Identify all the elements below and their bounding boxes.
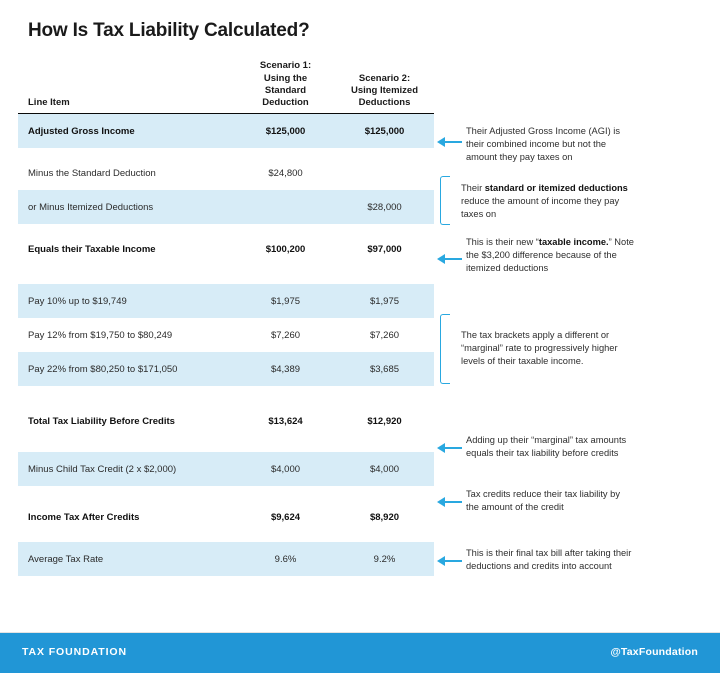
row-spacer xyxy=(18,386,434,404)
arrow-icon-total-before-credits xyxy=(437,442,463,453)
annotation-total-before-credits: Adding up their “marginal” tax amounts equals their tax liability before credits xyxy=(466,435,627,459)
table-row xyxy=(18,232,434,266)
row-scenario2-value: $1,975 xyxy=(369,295,400,307)
table-row xyxy=(18,284,434,318)
table-row xyxy=(18,500,434,534)
row-label: Pay 10% up to $19,749 xyxy=(28,295,127,307)
row-label: Pay 22% from $80,250 to $171,050 xyxy=(28,363,178,375)
row-label: Pay 12% from $19,750 to $80,249 xyxy=(28,329,173,341)
row-label: Minus Child Tax Credit (2 x $2,000) xyxy=(28,463,177,475)
table-row xyxy=(18,318,434,352)
row-spacer xyxy=(18,438,434,452)
row-spacer xyxy=(18,224,434,232)
row-spacer xyxy=(18,486,434,500)
table-row xyxy=(18,352,434,386)
row-scenario2-value: $7,260 xyxy=(369,329,400,341)
annotation-deductions: Their standard or itemized deductions reduce the amount of income they pay taxes on xyxy=(461,183,628,220)
annotation-credits: Tax credits reduce their tax liability by the amount of the credit xyxy=(466,489,620,513)
row-scenario2-value: $8,920 xyxy=(369,511,400,523)
row-scenario2-value: $3,685 xyxy=(369,363,400,375)
row-scenario1-value: $7,260 xyxy=(270,329,301,341)
row-scenario1-value: $4,389 xyxy=(270,363,301,375)
brace-icon-brackets xyxy=(440,314,450,384)
tax-table xyxy=(18,62,434,576)
table-row xyxy=(18,156,434,190)
table-row xyxy=(18,190,434,224)
table-row xyxy=(18,452,434,486)
footer-handle[interactable]: @TaxFoundation xyxy=(610,646,698,658)
annotation-agi: Their Adjusted Gross Income (AGI) is their combined income but not the amount they pay taxes on xyxy=(466,126,620,163)
table-row xyxy=(18,114,434,148)
table-row xyxy=(18,542,434,576)
annotation-final: This is their final tax bill after taking their deductions and credits into account xyxy=(466,548,632,572)
row-scenario2-value: $12,920 xyxy=(367,415,402,427)
row-label: Minus the Standard Deduction xyxy=(28,167,156,179)
row-scenario1-value: $125,000 xyxy=(265,125,306,137)
row-scenario2-value: $125,000 xyxy=(364,125,405,137)
row-label: Income Tax After Credits xyxy=(28,511,140,523)
header-scenario-2: Scenario 2: Using Itemized Deductions xyxy=(350,72,419,108)
row-spacer xyxy=(18,534,434,542)
row-scenario1-value: $4,000 xyxy=(270,463,301,475)
header-line-item: Line Item xyxy=(28,96,70,108)
page-title: How Is Tax Liability Calculated? xyxy=(28,20,310,41)
brace-icon-deductions xyxy=(440,176,450,225)
row-label: Adjusted Gross Income xyxy=(28,125,135,137)
row-label: or Minus Itemized Deductions xyxy=(28,201,154,213)
row-scenario1-value: $100,200 xyxy=(265,243,306,255)
row-scenario2-value: 9.2% xyxy=(373,553,396,565)
annotation-taxable-income: This is their new “taxable income.” Note the $3,200 difference because of the itemized deductions xyxy=(466,237,634,274)
row-label: Equals their Taxable Income xyxy=(28,243,156,255)
row-label: Total Tax Liability Before Credits xyxy=(28,415,175,427)
arrow-icon-taxable-income xyxy=(437,253,463,264)
row-scenario1-value: $24,800 xyxy=(268,167,303,179)
table-row xyxy=(18,404,434,438)
row-scenario2-value: $4,000 xyxy=(369,463,400,475)
arrow-icon-credits xyxy=(437,496,463,507)
row-label: Average Tax Rate xyxy=(28,553,104,565)
row-scenario2-value: $28,000 xyxy=(367,201,402,213)
footer-brand: TAX FOUNDATION xyxy=(22,646,127,658)
row-scenario1-value: $9,624 xyxy=(270,511,301,523)
table-header-row xyxy=(18,62,434,114)
header-scenario-1: Scenario 1: Using the Standard Deduction xyxy=(259,60,312,108)
row-scenario2-value: $97,000 xyxy=(367,243,402,255)
row-scenario1-value: $13,624 xyxy=(268,415,303,427)
footer-bar xyxy=(0,633,720,673)
row-scenario1-value: $1,975 xyxy=(270,295,301,307)
arrow-icon-final xyxy=(437,555,463,566)
row-scenario1-value: 9.6% xyxy=(274,553,297,565)
annotation-brackets: The tax brackets apply a different or “marginal” rate to progressively higher levels of their taxable income. xyxy=(461,330,618,367)
row-spacer xyxy=(18,148,434,156)
row-spacer xyxy=(18,266,434,284)
arrow-icon-agi xyxy=(437,136,463,147)
